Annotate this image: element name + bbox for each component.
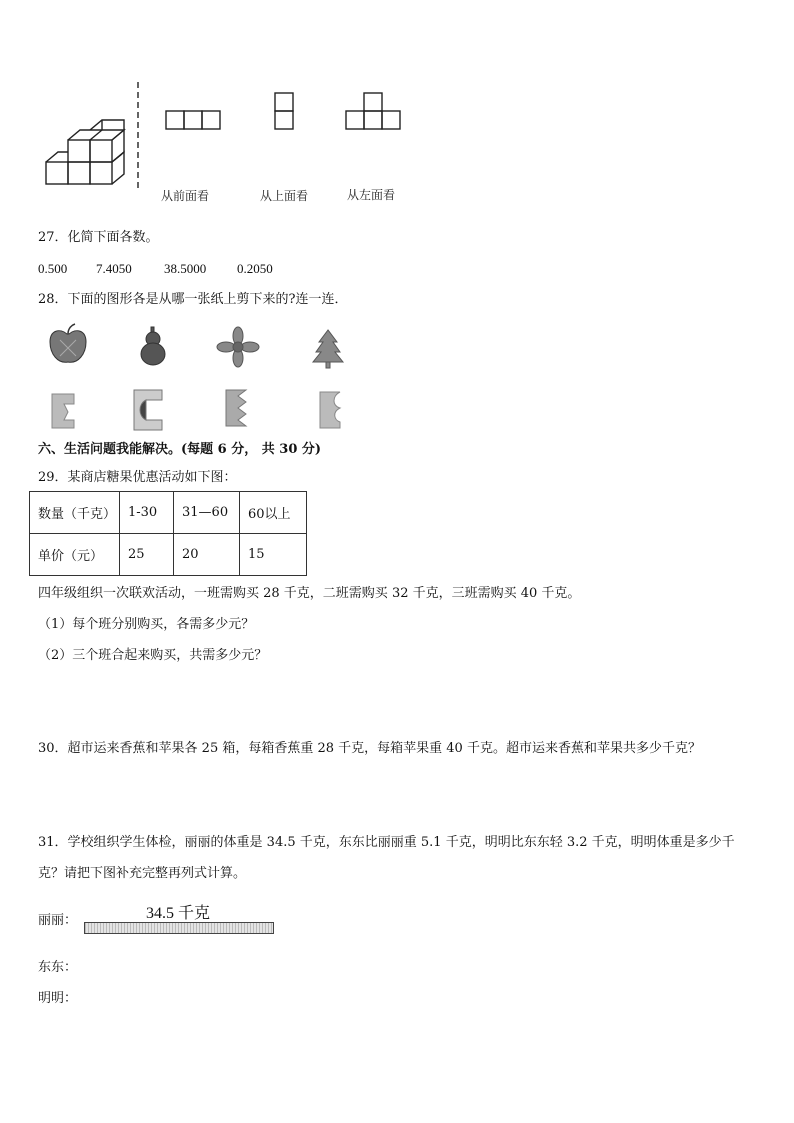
paper-flower-cut-icon <box>226 390 246 426</box>
label-dongdong: 东东： <box>38 960 78 975</box>
left-view-grid <box>346 93 400 129</box>
table-row <box>30 534 307 576</box>
q27-number-1: 0.500 <box>38 261 68 276</box>
paper-apple-cut-icon <box>320 392 340 428</box>
price-table <box>29 491 307 576</box>
table-cell: 数量（千克） <box>30 492 120 534</box>
caption-left-view: 从左面看 <box>347 188 396 202</box>
apple-shape-icon <box>50 324 86 362</box>
table-cell: 20 <box>174 534 240 576</box>
cube-stack-drawing <box>46 120 124 184</box>
lili-weight-bar <box>84 922 274 934</box>
gourd-shape-icon <box>141 327 165 365</box>
q29-question: 29．某商店糖果优惠活动如下图： <box>38 470 237 485</box>
table-cell: 25 <box>120 534 174 576</box>
table-cell: 60以上 <box>240 492 307 534</box>
q31-question-line2: 克？请把下图补充完整再列式计算。 <box>38 866 247 881</box>
q30-question: 30．超市运来香蕉和苹果各 25 箱，每箱香蕉重 28 千克，每箱苹果重 40 千克。超市运来香蕉和苹果共多少千克？ <box>38 741 701 756</box>
q29-subquestion-1: （1）每个班分别购买，各需多少元？ <box>38 617 255 632</box>
q28-question: 28．下面的图形各是从哪一张纸上剪下来的?连一连． <box>38 292 348 307</box>
table-cell: 15 <box>240 534 307 576</box>
q27-question: 27．化简下面各数。 <box>38 230 159 245</box>
q29-context: 四年级组织一次联欢活动，一班需购买 28 千克，二班需购买 32 千克，三班需购买 40 千克。 <box>38 586 581 601</box>
q27-number-3: 38.5000 <box>164 261 207 276</box>
caption-front-view: 从前面看 <box>161 189 210 203</box>
front-view-grid <box>166 111 220 129</box>
label-mingming: 明明： <box>38 991 78 1006</box>
table-cell: 单价（元） <box>30 534 120 576</box>
caption-top-view: 从上面看 <box>260 189 309 203</box>
q27-number-2: 7.4050 <box>96 261 132 276</box>
label-lili: 丽丽： <box>38 913 78 928</box>
tree-shape-icon <box>313 330 343 368</box>
section-heading: 六、生活问题我能解决。(每题 6 分， 共 30 分) <box>38 442 322 457</box>
q31-question-line1: 31．学校组织学生体检，丽丽的体重是 34.5 千克，东东比丽丽重 5.1 千克，明明比东东轻 3.2 千克，明明体重是多少千 <box>38 835 735 850</box>
table-row <box>30 492 307 534</box>
paper-e-shape-icon <box>52 394 74 428</box>
bar-value-label: 34.5 千克 <box>146 905 211 922</box>
table-cell: 1-30 <box>120 492 174 534</box>
table-cell: 31—60 <box>174 492 240 534</box>
top-view-grid <box>275 93 293 129</box>
paper-c-shape-icon <box>134 390 162 430</box>
q27-number-4: 0.2050 <box>237 261 273 276</box>
cutout-shapes-figure <box>40 322 370 442</box>
flower-shape-icon <box>217 327 259 367</box>
q29-subquestion-2: （2）三个班合起来购买，共需多少元？ <box>38 648 268 663</box>
